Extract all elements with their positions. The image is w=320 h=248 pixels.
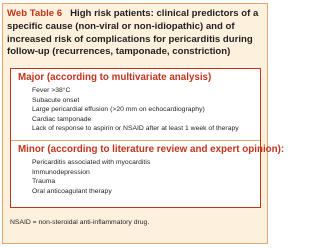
list-item: Subacute onset bbox=[32, 96, 80, 104]
list-item: Fever >38°C bbox=[32, 87, 71, 94]
table-caption bbox=[7, 8, 265, 59]
list-item: Trauma bbox=[32, 178, 56, 186]
minor-list bbox=[32, 158, 150, 196]
minor-heading: Minor (according to literature review and expert opinion): bbox=[18, 144, 285, 155]
list-item: Pericarditis associated with myocarditis bbox=[32, 159, 151, 166]
list-item: Lack of response to aspirin or NSAID after at least 1 week of therapy bbox=[32, 125, 239, 133]
table-number: Web Table 6 bbox=[7, 8, 63, 19]
predictors-box bbox=[10, 68, 285, 208]
table-title: High risk patients: clinical predictors of a specific cause (non-viral or non-idiopathic) and of increased risk of complications for pericarditis during follow-up (recurrences, tamponade, constriction) bbox=[7, 8, 259, 58]
list-item: Immunodepression bbox=[32, 168, 90, 176]
table-footnote: NSAID = non-steroidal anti-inflammatory drug. bbox=[10, 219, 150, 226]
list-item: Cardiac tamponade bbox=[32, 115, 92, 123]
list-item: Oral anticoagulant therapy bbox=[32, 187, 112, 195]
list-item: Large pericardial effusion (>20 mm on echocardiography) bbox=[32, 106, 205, 114]
major-heading: Major (according to multivariate analysis) bbox=[18, 72, 212, 83]
section-divider bbox=[11, 140, 260, 141]
table-panel bbox=[2, 3, 285, 244]
major-list bbox=[32, 86, 239, 134]
